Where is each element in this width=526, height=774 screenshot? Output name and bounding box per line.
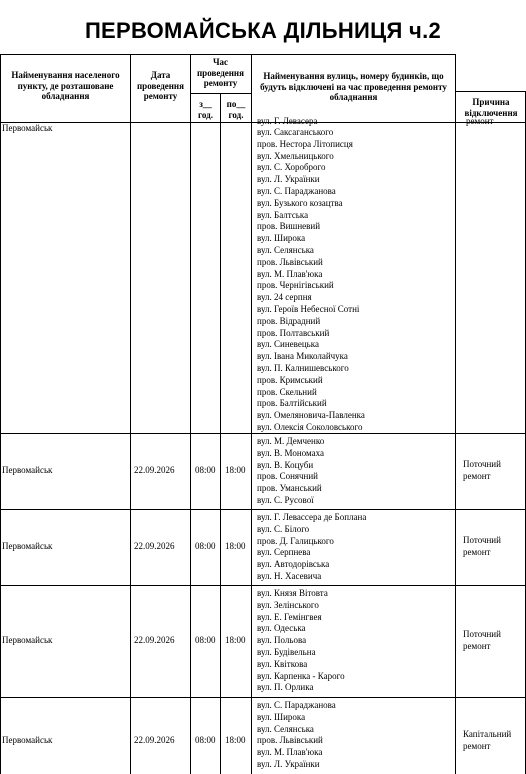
header-reason: Причина відключення — [464, 97, 518, 118]
street-item: вул. Героїв Небесної Сотні — [257, 303, 360, 314]
row2-place: Первомайськ — [2, 465, 53, 475]
street-item: вул. Синевецька — [257, 339, 320, 350]
street-item: вул. М. Плав'юка — [257, 268, 323, 279]
street-item: вул. Польова — [257, 635, 307, 646]
reason-header-border — [455, 91, 526, 92]
header-place: Найменування населеного пункту, де розташоване обладнання — [11, 70, 120, 101]
street-item: вул. С. Русової — [257, 494, 314, 505]
street-item: вул. С. Параджанова — [257, 185, 336, 196]
street-item: пров. Д. Галицького — [257, 535, 334, 546]
street-item: пров. Балтійський — [257, 398, 327, 409]
row1-place: Первомайськ — [2, 123, 53, 133]
row3-streets — [257, 512, 366, 583]
street-item: вул. Саксаганського — [257, 127, 334, 137]
row3-date: 22.09.2026 — [134, 541, 175, 551]
street-item: вул. Л. Українки — [257, 174, 320, 185]
street-item: вул. Широка — [257, 711, 306, 722]
header-streets: Найменування вулиць, номеру будинків, що будуть відключені на час проведення ремонту обладнання — [260, 71, 447, 102]
row1-reason-partial: ремонт — [466, 116, 494, 126]
street-item: вул. М. Плав'юка — [257, 747, 323, 758]
street-item: вул. С. Білого — [257, 523, 310, 534]
row5-to: 18:00 — [225, 735, 246, 745]
row-border — [0, 509, 526, 510]
street-item: вул. Г. Левассера де Боплана — [257, 512, 367, 522]
street-item: пров. Уманський — [257, 483, 322, 494]
row5-reason: Капітальний ремонт — [463, 729, 512, 751]
street-item: вул. Одеська — [257, 623, 306, 634]
street-item: вул. С. Хороброго — [257, 162, 326, 173]
street-item: пров. Сонячний — [257, 471, 319, 482]
header-time: Час проведення ремонту — [197, 57, 244, 88]
street-item: пров. Кримський — [257, 374, 323, 385]
row-border — [0, 697, 526, 698]
street-item: вул. Автодорівська — [257, 559, 330, 570]
street-item: вул. Бузького козацтва — [257, 197, 343, 208]
col-border — [190, 54, 191, 774]
row-border — [0, 585, 526, 586]
street-item: вул. Омеляновича-Павленка — [257, 410, 365, 421]
row2-reason: Поточний ремонт — [463, 459, 501, 481]
row1-streets — [257, 127, 365, 434]
street-item: пров. Відрадний — [257, 315, 321, 326]
street-item: вул. Л. Українки — [257, 758, 320, 769]
row2-streets — [257, 436, 324, 507]
row5-from: 08:00 — [195, 735, 216, 745]
street-item: вул. С. Параджанова — [257, 700, 336, 710]
street-item: пров. Нестора Літописця — [257, 138, 353, 149]
street-item: вул. Е. Гемінгвея — [257, 611, 322, 622]
street-item: вул. Хмельницького — [257, 150, 334, 161]
street-item: вул. Серпнева — [257, 547, 311, 558]
row4-reason: Поточний ремонт — [463, 629, 501, 651]
col-border — [220, 93, 221, 774]
col-border — [251, 54, 252, 774]
row5-date: 22.09.2026 — [134, 735, 175, 745]
header-to: по__ год. — [226, 99, 246, 120]
street-item: вул. П. Орлика — [257, 682, 314, 693]
page-title: ПЕРВОМАЙСЬКА ДІЛЬНИЦЯ ч.2 — [84, 18, 442, 43]
street-item: вул. Квіткова — [257, 658, 308, 669]
street-item: пров. Чернігівський — [257, 280, 334, 291]
row4-from: 08:00 — [195, 635, 216, 645]
street-item: вул. П. Калнишевського — [257, 362, 349, 373]
row3-from: 08:00 — [195, 541, 216, 551]
street-item: пров. Вишневий — [257, 221, 321, 232]
street-item: вул. Олексія Соколовського — [257, 421, 363, 432]
row3-to: 18:00 — [225, 541, 246, 551]
col-border — [455, 54, 456, 774]
col-border — [0, 54, 1, 774]
header-from: з__ год. — [198, 99, 213, 120]
street-item: пров. Полтавський — [257, 327, 330, 338]
row3-place: Первомайськ — [2, 541, 53, 551]
row2-from: 08:00 — [195, 465, 216, 475]
row4-streets — [257, 588, 345, 694]
street-item: пров. Скельний — [257, 386, 317, 397]
street-item: вул. Князя Вітовта — [257, 588, 328, 598]
row4-to: 18:00 — [225, 635, 246, 645]
street-item: пров. Львівський — [257, 256, 323, 267]
row5-streets — [257, 700, 336, 771]
row5-place: Первомайськ — [2, 735, 53, 745]
street-item: вул. Н. Хасевича — [257, 570, 322, 581]
row4-date: 22.09.2026 — [134, 635, 175, 645]
street-item: вул. В. Коцуби — [257, 459, 314, 470]
street-item: вул. Івана Миколайчука — [257, 351, 348, 362]
street-item: вул. 24 серпня — [257, 292, 312, 303]
street-item: вул. Карпенка - Карого — [257, 670, 345, 681]
header-date: Дата проведення ремонту — [137, 70, 184, 101]
row4-place: Первомайськ — [2, 635, 53, 645]
street-item: вул. Селянська — [257, 723, 314, 734]
row3-reason: Поточний ремонт — [463, 535, 501, 557]
street-item: пров. Львівський — [257, 735, 323, 746]
street-item: вул. Широка — [257, 233, 306, 244]
col-border — [130, 54, 131, 774]
row1-street-partial: вул. Г. Левасера — [257, 116, 318, 126]
street-item: вул. В. Мономаха — [257, 447, 324, 458]
street-item: вул. Зелінського — [257, 599, 319, 610]
street-item: вул. М. Демченко — [257, 436, 325, 446]
row2-date: 22.09.2026 — [134, 465, 175, 475]
street-item: вул. Селянська — [257, 244, 314, 255]
table-border-top — [0, 54, 455, 55]
street-item: вул. Будівельна — [257, 646, 316, 657]
street-item: вул. Балтська — [257, 209, 309, 220]
row2-to: 18:00 — [225, 465, 246, 475]
